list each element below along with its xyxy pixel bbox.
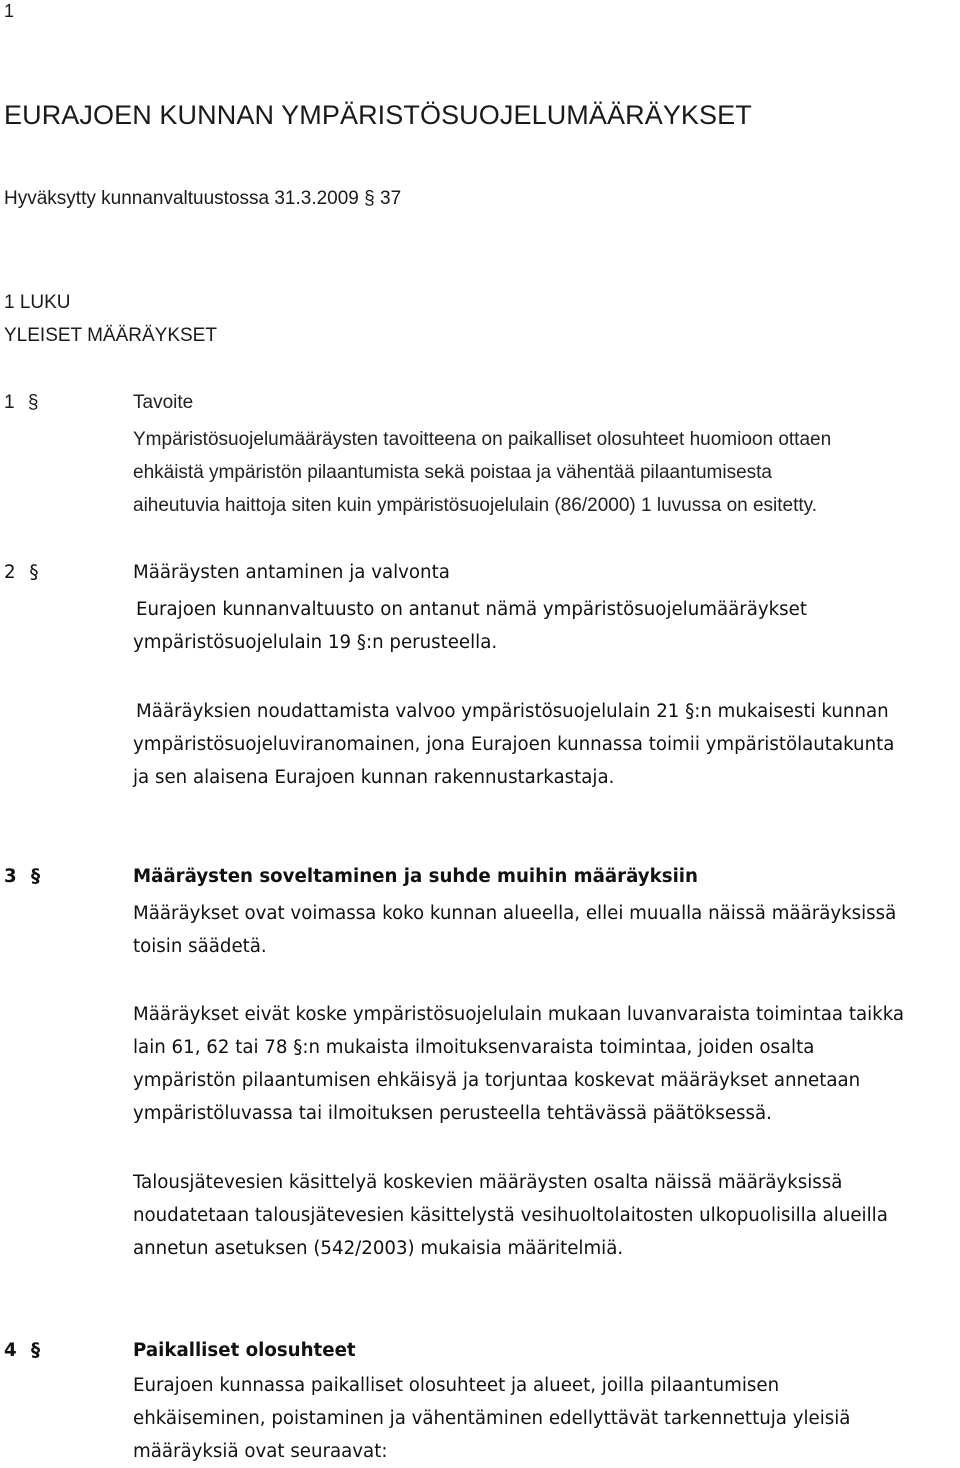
text-line: Määräykset eivät koske ympäristösuojelulain mukaan luvanvaraista toimintaa taikka <box>133 1004 905 1025</box>
text-line: Määräykset ovat voimassa koko kunnan alueella, ellei muualla näissä määräyksissä <box>133 903 897 924</box>
section-number: 3 <box>4 866 17 887</box>
chapter-number: 1 LUKU <box>4 292 71 313</box>
section-3-paragraph-3 <box>133 1166 960 1265</box>
section-symbol: § <box>29 562 39 583</box>
section-3-paragraph-1 <box>133 897 960 963</box>
text-line: toisin säädetä. <box>133 936 267 957</box>
text-line: ehkäistä ympäristön pilaantumista sekä poistaa ja vähentää pilaantumisesta <box>133 462 772 483</box>
section-number: 1 <box>4 392 15 413</box>
section-1-paragraph-1 <box>133 423 960 522</box>
section-2-heading: Määräysten antaminen ja valvonta <box>133 562 450 583</box>
section-2-number <box>4 560 38 586</box>
section-number: 4 <box>4 1340 17 1361</box>
text-line: ja sen alaisena Eurajoen kunnan rakennustarkastaja. <box>133 767 615 788</box>
section-3-heading: Määräysten soveltaminen ja suhde muihin määräyksiin <box>133 866 698 887</box>
text-line: ympäristön pilaantumisen ehkäisyä ja torjuntaa koskevat määräykset annetaan <box>133 1070 861 1091</box>
text-line: ympäristöluvassa tai ilmoituksen perusteella tehtävässä päätöksessä. <box>133 1103 772 1124</box>
section-1-heading: Tavoite <box>133 392 194 413</box>
text-line: määräyksiä ovat seuraavat: <box>133 1441 388 1462</box>
approval-line <box>4 186 401 212</box>
approval-text: Hyväksytty kunnanvaltuustossa 31.3.2009 § 37 <box>4 188 402 209</box>
chapter-title: YLEISET MÄÄRÄYKSET <box>4 325 217 346</box>
page-number: 1 <box>4 1 15 21</box>
section-symbol: § <box>364 188 381 209</box>
text-line: ympäristösuojeluviranomainen, jona Eurajoen kunnassa toimii ympäristölautakunta <box>133 734 895 755</box>
section-2-paragraph-2 <box>133 695 960 794</box>
text-line: Eurajoen kunnanvaltuusto on antanut nämä ympäristösuojelumääräykset <box>136 599 807 620</box>
text-line: aiheutuvia haittoja siten kuin ympäristösuojelulain (86/2000) 1 luvussa on esitetty. <box>133 495 818 516</box>
section-number: 2 <box>4 562 16 583</box>
section-3-number <box>4 864 40 890</box>
section-4-paragraph-1 <box>133 1369 960 1468</box>
text-line: Ympäristösuojelumääräysten tavoitteena on paikalliset olosuhteet huomioon ottaen <box>133 429 832 450</box>
text-line: noudatetaan talousjätevesien käsittelystä vesihuoltolaitosten ulkopuolisilla alueilla <box>133 1205 888 1226</box>
section-symbol: § <box>31 1340 41 1361</box>
section-1-number <box>4 390 38 416</box>
section-symbol: § <box>31 866 41 887</box>
text-line: annetun asetuksen (542/2003) mukaisia määritelmiä. <box>133 1238 624 1259</box>
section-symbol: § <box>27 392 39 413</box>
text-line: ehkäiseminen, poistaminen ja vähentäminen edellyttävät tarkennettuja yleisiä <box>133 1408 851 1429</box>
section-4-number <box>4 1338 40 1364</box>
section-2-paragraph-1 <box>133 593 960 659</box>
section-3-paragraph-2 <box>133 998 960 1130</box>
text-line: ympäristösuojelulain 19 §:n perusteella. <box>133 632 498 653</box>
text-line: Eurajoen kunnassa paikalliset olosuhteet ja alueet, joilla pilaantumisen <box>133 1375 780 1396</box>
text-line: Määräyksien noudattamista valvoo ympäristösuojelulain 21 §:n mukaisesti kunnan <box>136 701 889 722</box>
text-line: lain 61, 62 tai 78 §:n mukaista ilmoituksenvaraista toimintaa, joiden osalta <box>133 1037 815 1058</box>
document-title: EURAJOEN KUNNAN YMPÄRISTÖSUOJELUMÄÄRÄYKSET <box>4 100 752 130</box>
section-4-heading: Paikalliset olosuhteet <box>133 1340 356 1361</box>
text-line: Talousjätevesien käsittelyä koskevien määräysten osalta näissä määräyksissä <box>133 1172 843 1193</box>
